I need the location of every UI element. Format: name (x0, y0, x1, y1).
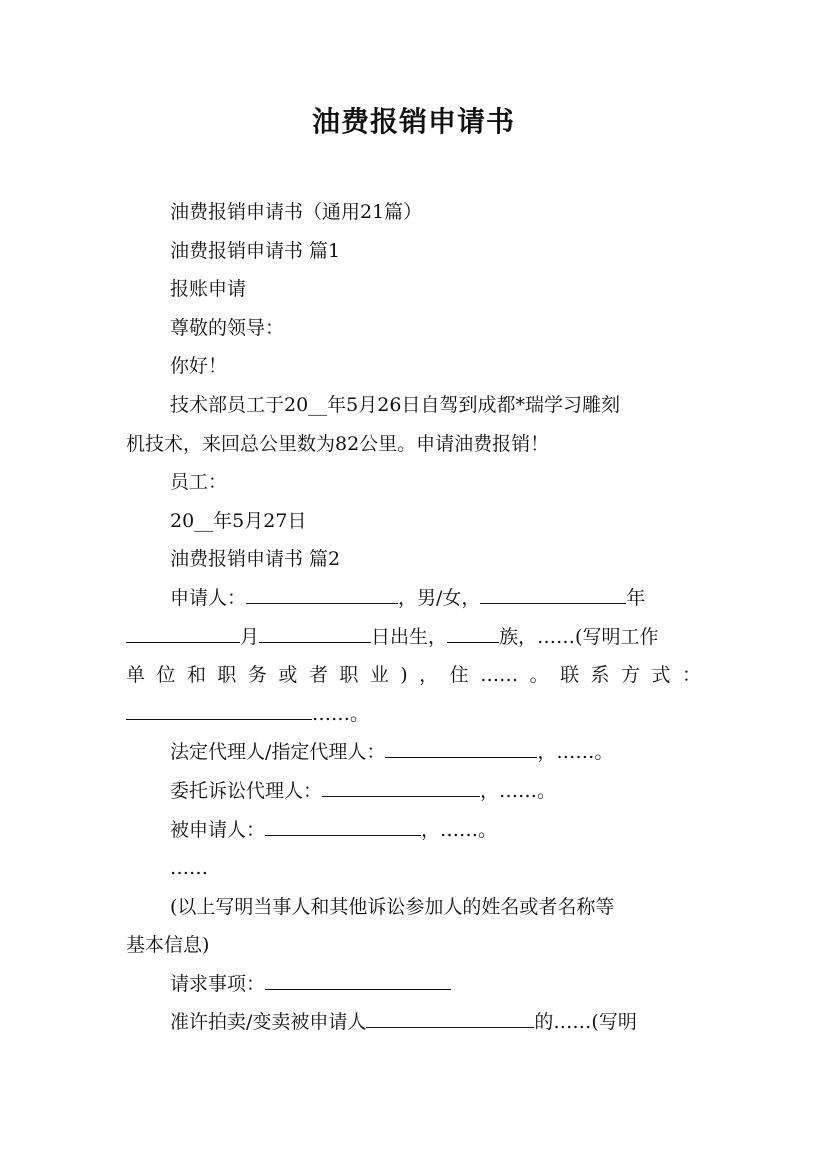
text-line: 技术部员工于20__年5月26日自驾到成都*瑞学习雕刻 (170, 393, 620, 416)
legal-agent-line (126, 733, 701, 772)
birth-year-blank (480, 587, 626, 604)
entrusted-agent-text: ，……。 (480, 779, 557, 802)
auction-line (126, 1003, 701, 1042)
text-line: 机技术，来回总公里数为82公里。申请油费报销！ (126, 432, 550, 455)
salutation: 尊敬的领导： (170, 316, 285, 339)
text-line: 基本信息) (126, 934, 210, 957)
ethnicity-text: 族，……(写明工作 (499, 625, 659, 648)
subtitle-line: 油费报销申请书（通用21篇） (170, 201, 423, 223)
contact-text: ……。 (312, 702, 370, 725)
auction-tail-text: 的……(写明 (534, 1011, 637, 1034)
legal-agent-text: ，……。 (537, 741, 614, 764)
respondent-property-blank (366, 1011, 534, 1028)
greeting: 你好！ (170, 355, 228, 378)
text-line: 单位和职务或者职业)，住……。联系方式： (126, 664, 701, 687)
birth-day-blank (259, 626, 371, 643)
ellipsis-line: …… (170, 857, 208, 880)
entrusted-agent-blank (322, 780, 480, 797)
birth-line (126, 618, 701, 657)
applicant-line (126, 579, 701, 618)
document-body (126, 193, 701, 1042)
section-heading-2: 油费报销申请书 篇2 (170, 548, 341, 571)
month-text: 月 (240, 625, 260, 648)
birth-month-blank (126, 626, 240, 643)
contact-blank (126, 703, 312, 720)
legal-agent-label: 法定代理人/指定代理人： (170, 741, 386, 764)
request-items-blank (265, 973, 451, 990)
ethnicity-blank (447, 626, 499, 643)
birth-text: 日出生， (371, 625, 448, 648)
request-items-label: 请求事项： (170, 972, 266, 995)
text-line: (以上写明当事人和其他诉讼参加人的姓名或者名称等 (170, 895, 615, 918)
entrusted-agent-label: 委托诉讼代理人： (170, 779, 323, 802)
entrusted-agent-line (126, 772, 701, 811)
respondent-blank (265, 819, 421, 836)
auction-text: 准许拍卖/变卖被申请人 (170, 1011, 367, 1034)
applicant-name-blank (246, 587, 398, 604)
legal-agent-blank (385, 741, 537, 758)
section-heading-1: 油费报销申请书 篇1 (170, 239, 341, 262)
respondent-label: 被申请人： (170, 818, 266, 841)
request-items-line (126, 965, 701, 1004)
text-line: 报账申请 (170, 278, 247, 301)
date-line: 20__年5月27日 (170, 509, 307, 532)
contact-line (126, 695, 701, 734)
year-text: 年 (626, 586, 646, 609)
gender-text: ，男/女， (398, 586, 481, 609)
respondent-line (126, 811, 701, 850)
document-title: 油费报销申请书 (311, 105, 515, 138)
respondent-text: ，……。 (421, 818, 498, 841)
applicant-label: 申请人： (170, 586, 247, 609)
signature-label: 员工： (170, 471, 228, 494)
